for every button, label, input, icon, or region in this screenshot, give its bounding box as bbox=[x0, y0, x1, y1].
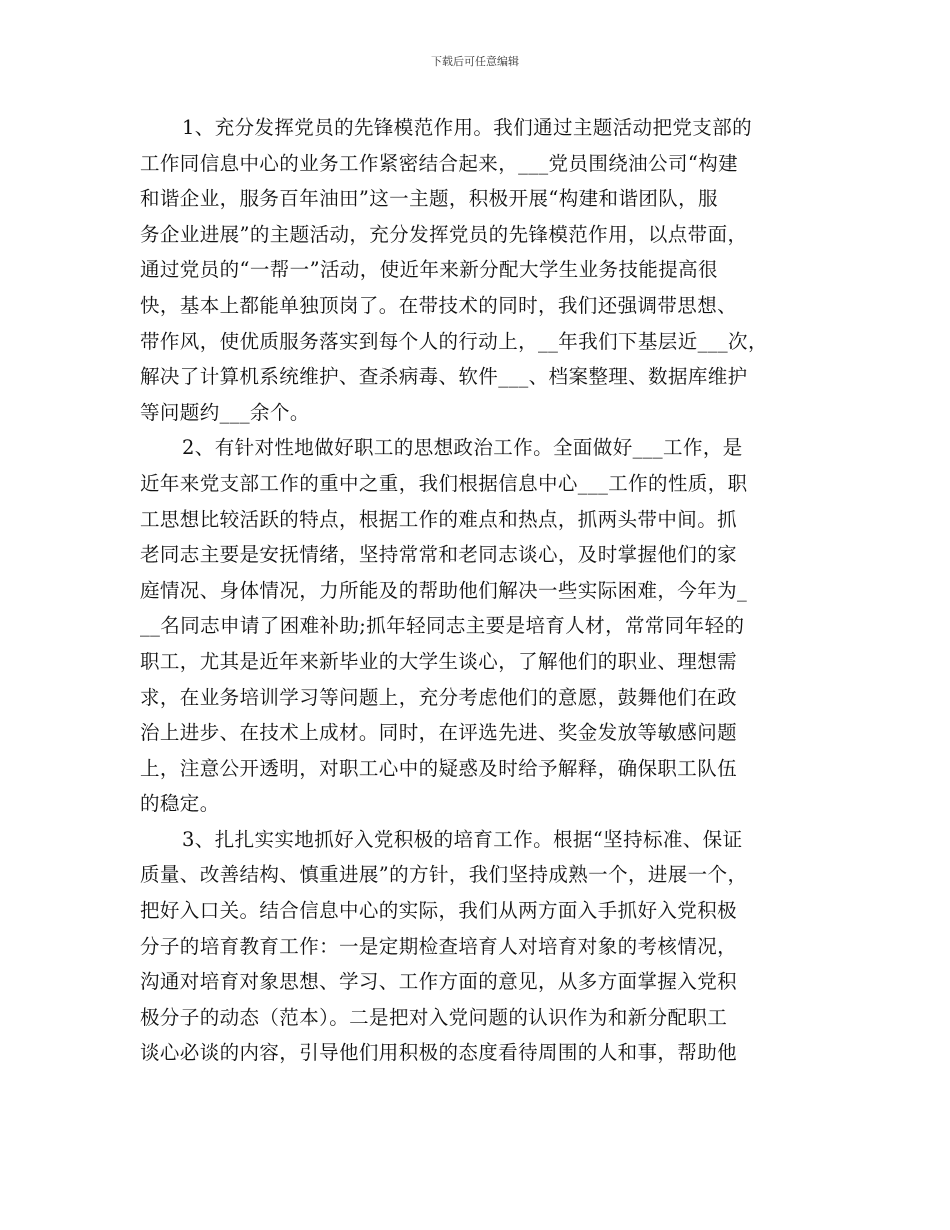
text-line: 庭情况、身体情况，力所能及的帮助他们解决一些实际困难，今年为_ bbox=[140, 578, 748, 602]
text-line: __名同志申请了困难补助;抓年轻同志主要是培育人材，常常同年轻的 bbox=[140, 614, 745, 638]
text-line: 的稳定。 bbox=[140, 792, 220, 816]
text-line: 质量、改善结构、慎重进展”的方针，我们坚持成熟一个，进展一个， bbox=[140, 863, 748, 887]
text-line: 治上进步、在技术上成材。同时，在评选先进、奖金发放等敏感问题 bbox=[140, 721, 738, 745]
text-line: 极分子的动态（范本）。二是把对入党问题的认识作为和新分配职工 bbox=[140, 1005, 728, 1029]
page-header: 下载后可任意编辑 bbox=[431, 55, 519, 68]
text-line: 快，基本上都能单独顶岗了。在带技术的同时，我们还强调带思想、 bbox=[140, 293, 738, 317]
text-line: 工思想比较活跃的特点，根据工作的难点和热点，抓两头带中间。抓 bbox=[140, 507, 738, 531]
text-line: 和谐企业，服务百年油田”这一主题，积极开展“构建和谐团队，服 bbox=[140, 187, 718, 211]
document-body bbox=[140, 110, 812, 1071]
text-line: 务企业进展”的主题活动，充分发挥党员的先锋模范作用，以点带面， bbox=[140, 222, 748, 246]
text-line: 工作同信息中心的业务工作紧密结合起来，___党员围绕油公司“构建 bbox=[140, 151, 739, 175]
text-line: 老同志主要是安抚情绪，坚持常常和老同志谈心，及时掌握他们的家 bbox=[140, 543, 738, 567]
text-line: 上，注意公开透明，对职工心中的疑惑及时给予解释，确保职工队伍 bbox=[140, 756, 738, 780]
text-line: 近年来党支部工作的重中之重，我们根据信息中心___工作的性质，职 bbox=[140, 471, 748, 495]
text-line: 把好入口关。结合信息中心的实际，我们从两方面入手抓好入党积极 bbox=[140, 899, 738, 923]
text-line: 职工，尤其是近年来新毕业的大学生谈心，了解他们的职业、理想需 bbox=[140, 649, 738, 673]
text-line: 解决了计算机系统维护、查杀病毒、软件___、档案整理、数据库维护 bbox=[140, 365, 748, 389]
text-line: 分子的培育教育工作：一是定期检查培育人对培育对象的考核情况， bbox=[140, 934, 738, 958]
text-line: 2、有针对性地做好职工的思想政治工作。全面做好___工作，是 bbox=[182, 436, 743, 460]
text-line: 3、扎扎实实地抓好入党积极的培育工作。根据“坚持标准、保证 bbox=[182, 827, 743, 851]
text-line: 带作风，使优质服务落实到每个人的行动上，__年我们下基层近___次， bbox=[140, 329, 768, 353]
text-line: 求，在业务培训学习等问题上，充分考虑他们的意愿，鼓舞他们在政 bbox=[140, 685, 738, 709]
text-line: 通过党员的“一帮一”活动，使近年来新分配大学生业务技能提高很 bbox=[140, 258, 718, 282]
text-line: 1、充分发挥党员的先锋模范作用。我们通过主题活动把党支部的 bbox=[182, 116, 753, 139]
text-line: 等问题约___余个。 bbox=[140, 400, 310, 424]
text-line: 沟通对培育对象思想、学习、工作方面的意见，从多方面掌握入党积 bbox=[140, 970, 738, 994]
text-line: 谈心必谈的内容，引导他们用积极的态度看待周围的人和事，帮助他 bbox=[140, 1041, 738, 1065]
